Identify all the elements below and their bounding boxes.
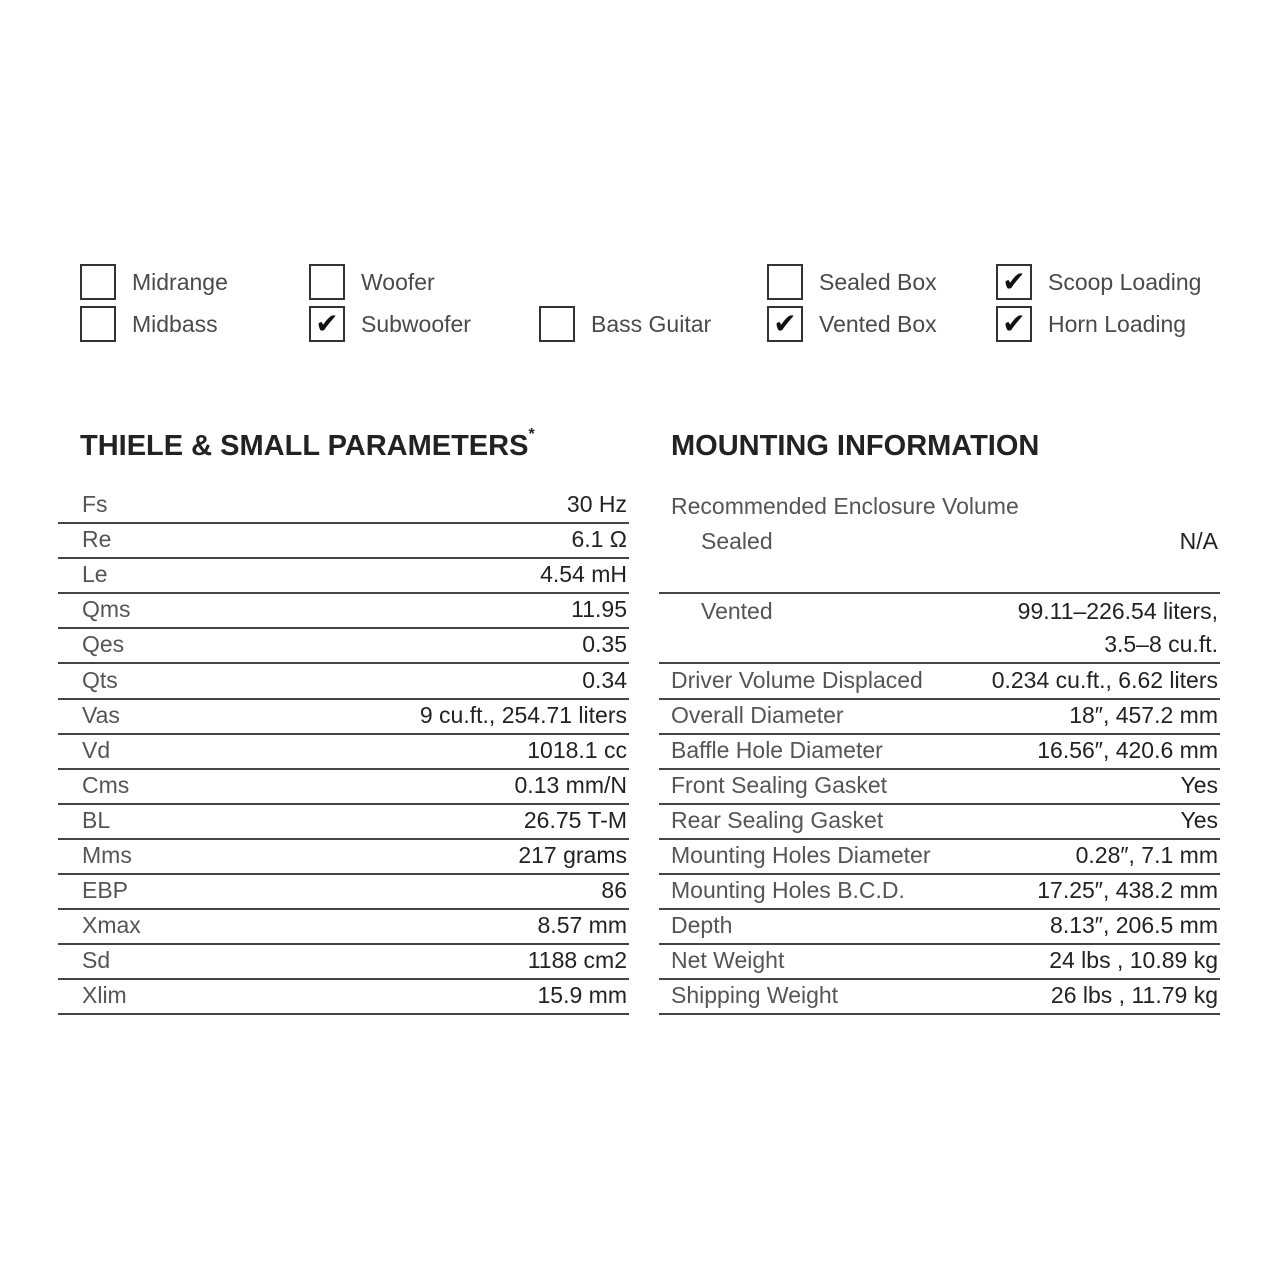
row-value: 8.13″, 206.5 mm [1050,912,1218,939]
row-value: 1188 cm2 [527,947,627,974]
row-label: Front Sealing Gasket [671,771,888,798]
table-row [659,945,1220,980]
ts-parameters-title: THIELE & SMALL PARAMETERS [80,430,529,462]
table-row [659,805,1220,840]
checkbox-vented-box-label: Vented Box [819,310,937,337]
checkbox-scoop-loading-label: Scoop Loading [1048,268,1202,295]
vented-value-cuft: 3.5–8 cu.ft. [1104,631,1218,658]
ts-parameters-table [58,489,629,1015]
ts-parameters-footnote-mark: * [528,426,535,443]
checkbox-vented-box[interactable] [767,304,937,344]
row-value: Yes [1180,771,1218,798]
row-label: Xlim [82,982,127,1009]
row-value: 0.13 mm/N [514,771,627,798]
row-label: Qes [82,631,125,658]
row-value: 30 Hz [566,491,627,518]
row-value: 16.56″, 420.6 mm [1037,736,1218,763]
row-label: Qms [82,596,131,623]
row-label: Sd [82,947,111,974]
table-row [58,840,629,875]
table-row [58,945,629,980]
vented-value-liters: 99.11–226.54 liters, [1017,598,1218,625]
checkbox-midrange[interactable] [80,262,228,302]
checkbox-scoop-loading[interactable] [996,262,1201,302]
row-value: 217 grams [518,842,627,869]
row-label: Net Weight [671,947,785,974]
sealed-value: N/A [1179,528,1218,555]
row-value: 0.28″, 7.1 mm [1075,842,1218,869]
row-value: 0.34 [582,666,627,693]
row-label: Mms [82,842,132,869]
vented-label: Vented [701,598,773,625]
checkbox-woofer-box[interactable] [309,264,345,300]
enclosure-volume-label: Recommended Enclosure Volume [671,493,1019,520]
row-value: 4.54 mH [540,561,627,588]
checkbox-sealed-box-label: Sealed Box [819,268,937,295]
table-row [659,875,1220,910]
row-value: 17.25″, 438.2 mm [1037,877,1218,904]
row-label: Re [82,526,112,553]
table-row-vented [659,594,1220,629]
table-row [58,980,629,1015]
table-row [659,910,1220,945]
table-row-sealed [659,524,1220,559]
table-row [58,629,629,664]
table-row [659,980,1220,1015]
row-value: Yes [1180,806,1218,833]
table-row [58,805,629,840]
mounting-information-table [659,489,1220,1015]
row-label: Baffle Hole Diameter [671,736,883,763]
row-value: 18″, 457.2 mm [1069,701,1218,728]
checkbox-midbass-box[interactable] [80,306,116,342]
table-row [58,735,629,770]
row-label: Mounting Holes Diameter [671,842,931,869]
row-label: EBP [82,877,129,904]
row-value: 9 cu.ft., 254.71 liters [419,701,627,728]
table-row [58,770,629,805]
checkbox-sealed-box-box[interactable] [767,264,803,300]
checkbox-woofer-label: Woofer [361,268,435,295]
mounting-information-heading: MOUNTING INFORMATION [671,430,1040,462]
row-label: BL [82,806,111,833]
checkbox-subwoofer[interactable] [309,304,471,344]
row-value: 0.35 [582,631,627,658]
row-label: Driver Volume Displaced [671,666,923,693]
checkbox-vented-box-box[interactable]: ✔ [767,306,803,342]
checkbox-woofer[interactable] [309,262,435,302]
row-label: Depth [671,912,733,939]
table-row-vented-cont [659,629,1220,664]
table-row [659,664,1220,699]
checkbox-midbass-label: Midbass [132,310,218,337]
table-row [58,524,629,559]
row-label: Vd [82,736,111,763]
table-row [58,559,629,594]
table-row [58,664,629,699]
checkbox-bass-guitar-box[interactable] [539,306,575,342]
row-value: 11.95 [571,596,627,623]
checkbox-midrange-label: Midrange [132,268,228,295]
row-label: Xmax [82,912,141,939]
checkbox-subwoofer-label: Subwoofer [361,310,471,337]
checkbox-midrange-box[interactable] [80,264,116,300]
row-value: 0.234 cu.ft., 6.62 liters [991,666,1218,693]
table-row [659,735,1220,770]
table-row [58,700,629,735]
table-row [58,910,629,945]
row-value: 1018.1 cc [527,736,627,763]
table-row [659,840,1220,875]
row-value: 26.75 T-M [523,806,627,833]
row-label: Vas [82,701,120,728]
row-label: Fs [82,491,108,518]
table-row [58,489,629,524]
table-row [58,594,629,629]
checkbox-bass-guitar[interactable] [539,304,711,344]
row-label: Mounting Holes B.C.D. [671,877,905,904]
checkbox-subwoofer-box[interactable]: ✔ [309,306,345,342]
table-row-sealed-spacer [659,559,1220,594]
table-row [58,875,629,910]
row-label: Qts [82,666,118,693]
sealed-label: Sealed [701,528,773,555]
row-value: 15.9 mm [537,982,627,1009]
checkbox-scoop-loading-box[interactable]: ✔ [996,264,1032,300]
checkbox-horn-loading[interactable] [996,304,1186,344]
table-row-enclosure [659,489,1220,524]
row-label: Shipping Weight [671,982,839,1009]
row-label: Le [82,561,108,588]
checkbox-horn-loading-box[interactable]: ✔ [996,306,1032,342]
checkbox-sealed-box[interactable] [767,262,937,302]
checkbox-horn-loading-label: Horn Loading [1048,310,1187,337]
row-label: Rear Sealing Gasket [671,806,884,833]
table-row [659,770,1220,805]
row-label: Cms [82,771,130,798]
row-value: 24 lbs , 10.89 kg [1049,947,1218,974]
row-value: 26 lbs , 11.79 kg [1050,982,1218,1009]
table-row [659,700,1220,735]
row-label: Overall Diameter [671,701,844,728]
row-value: 8.57 mm [537,912,627,939]
row-value: 86 [601,877,627,904]
checkbox-midbass[interactable] [80,304,218,344]
row-value: 6.1 Ω [571,526,627,553]
checkbox-bass-guitar-label: Bass Guitar [591,310,712,337]
ts-parameters-heading [80,426,535,463]
